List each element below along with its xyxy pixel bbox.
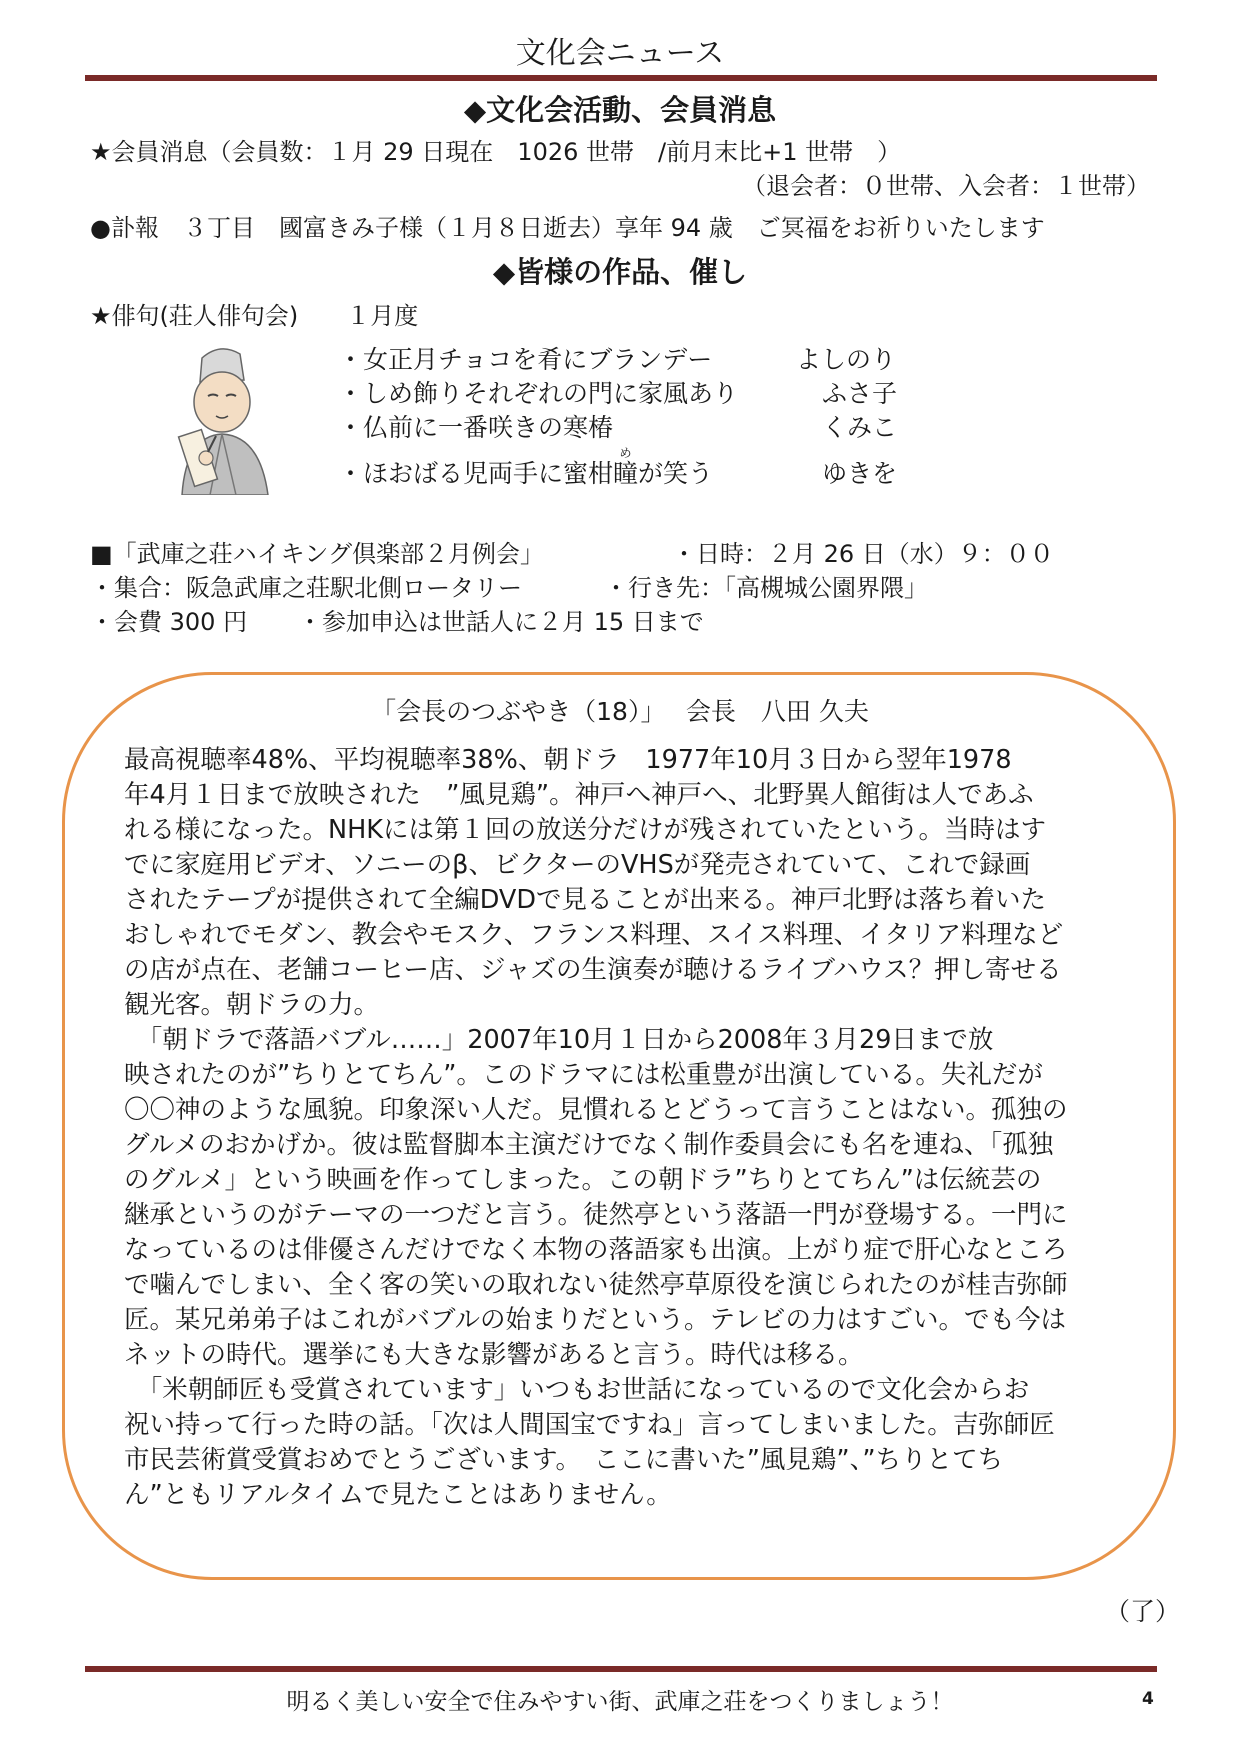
- column-line: 「米朝師匠も受賞されています」いつもお世話になっているので文化会からお: [124, 1375, 1030, 1405]
- column-line: グルメのおかげか。彼は監督脚本主演だけでなく制作委員会にも名を連ね、「孤独: [124, 1130, 1054, 1160]
- column-line: 市民芸術賞受賞おめでとうございます。 ここに書いた”風見鶏”、”ちりとてち: [124, 1445, 1004, 1475]
- section-title-works: ◆皆様の作品、催し: [492, 255, 748, 289]
- closing-mark: （了）: [1104, 1597, 1180, 1626]
- ruby-reading: め: [619, 446, 632, 460]
- haiku-poet-illustration: [158, 340, 288, 495]
- hiking-fee: ・会費 300 円: [90, 608, 248, 636]
- column-line: 最高視聴率48%、平均視聴率38%、朝ドラ 1977年10月３日から翌年1978: [124, 745, 1012, 775]
- page-number: 4: [1142, 1689, 1154, 1709]
- haiku-text-after: が笑う: [638, 459, 714, 488]
- column-line: ん”ともリアルタイムで見たことはありません。: [124, 1480, 672, 1510]
- column-line: で噛んでしまい、全く客の笑いの取れない徒然亭草原役を演じられたのが桂吉弥師: [124, 1270, 1068, 1300]
- column-line: でに家庭用ビデオ、ソニーのβ、ビクターのVHSが発売されていて、これで録画: [124, 850, 1031, 880]
- haiku-author: くみこ: [822, 413, 898, 442]
- haiku-author: ふさ子: [822, 379, 898, 408]
- column-line: 祝い持って行った時の話。「次は人間国宝ですね」言ってしまいました。吉弥師匠: [124, 1410, 1055, 1440]
- column-line: 継承というのがテーマの一つだと言う。徒然亭という落語一門が登場する。一門に: [124, 1200, 1068, 1230]
- hiking-meeting-point: ・集合：阪急武庫之荘駅北側ロータリー: [90, 574, 522, 602]
- hiking-destination: ・行き先：「高槻城公園界隈」: [604, 574, 928, 602]
- column-line: なっているのは俳優さんだけでなく本物の落語家も出演。上がり症で肝心なところ: [124, 1235, 1068, 1265]
- section-title-activities: ◆文化会活動、会員消息: [463, 93, 777, 127]
- column-line: れる様になった。NHKには第１回の放送分だけが残されていたという。当時はす: [124, 815, 1046, 845]
- haiku-author: ゆきを: [822, 459, 898, 488]
- column-line: 匠。某兄弟弟子はこれがバブルの始まりだという。テレビの力はすごい。でも今は: [124, 1305, 1066, 1335]
- column-line: おしゃれでモダン、教会やモスク、フランス料理、スイス料理、イタリア料理など: [124, 920, 1064, 950]
- haiku-line: ・女正月チョコを肴にブランデー: [338, 345, 713, 374]
- hiking-apply: ・参加申込は世話人に２月 15 日まで: [298, 608, 704, 636]
- column-line: されたテープが提供されて全編DVDで見ることが出来る。神戸北野は落ち着いた: [124, 885, 1046, 915]
- haiku-author: よしのり: [796, 345, 897, 374]
- column-line: 〇〇神のような風貌。印象深い人だ。見慣れるとどうって言うことはない。孤独の: [124, 1095, 1068, 1125]
- ruby-character: [613, 446, 639, 488]
- footer-divider: [85, 1666, 1157, 1672]
- column-line: のグルメ」という映画を作ってしまった。この朝ドラ”ちりとてちん”は伝統芸の: [124, 1165, 1042, 1195]
- column-line: 「朝ドラで落語バブル……」2007年10月１日から2008年３月29日まで放: [124, 1025, 994, 1055]
- haiku-heading: ★俳句(荘人俳句会) １月度: [90, 302, 419, 330]
- members-detail-line: （退会者：０世帯、入会者：１世帯）: [742, 172, 1150, 200]
- hiking-datetime: ・日時：２月 26 日（水）９：００: [672, 540, 1054, 568]
- footer-slogan: 明るく美しい安全で住みやすい街、武庫之荘をつくりましょう！: [286, 1689, 954, 1715]
- haiku-line: [338, 446, 714, 490]
- column-line: ネットの時代。選挙にも大きな影響があると言う。時代は移る。: [124, 1340, 864, 1370]
- column-title: 「会長のつぶやき（18）」 会長 八田 久夫: [371, 697, 869, 726]
- column-line: 観光客。朝ドラの力。: [124, 990, 380, 1020]
- column-line: の店が点在、老舗コーヒー店、ジャズの生演奏が聴けるライブハウス？押し寄せる: [124, 955, 1062, 985]
- hiking-title: ■「武庫之荘ハイキング倶楽部２月例会」: [90, 540, 544, 568]
- ruby-base: 瞳: [613, 459, 639, 488]
- haiku-text-before: ・ほおばる児両手に蜜柑: [338, 459, 614, 488]
- haiku-line: ・しめ飾りそれぞれの門に家風あり: [338, 379, 739, 408]
- newsletter-title: 文化会ニュース: [515, 36, 725, 71]
- column-line: 年4月１日まで放映された ”風見鶏”。神戸へ神戸へ、北野異人館街は人であふ: [124, 780, 1034, 810]
- members-count-line: ★会員消息（会員数：１月 29 日現在 1026 世帯 /前月末比+1 世帯 ）: [90, 138, 902, 166]
- obituary-line: ●訃報 ３丁目 國富きみ子様（１月８日逝去）享年 94 歳 ご冥福をお祈りいたします: [90, 214, 1045, 242]
- column-line: 映されたのが”ちりとてちん”。このドラマには松重豊が出演している。失礼だが: [124, 1060, 1043, 1090]
- haiku-line: ・仏前に一番咲きの寒椿: [338, 413, 614, 442]
- header-divider: [85, 75, 1157, 81]
